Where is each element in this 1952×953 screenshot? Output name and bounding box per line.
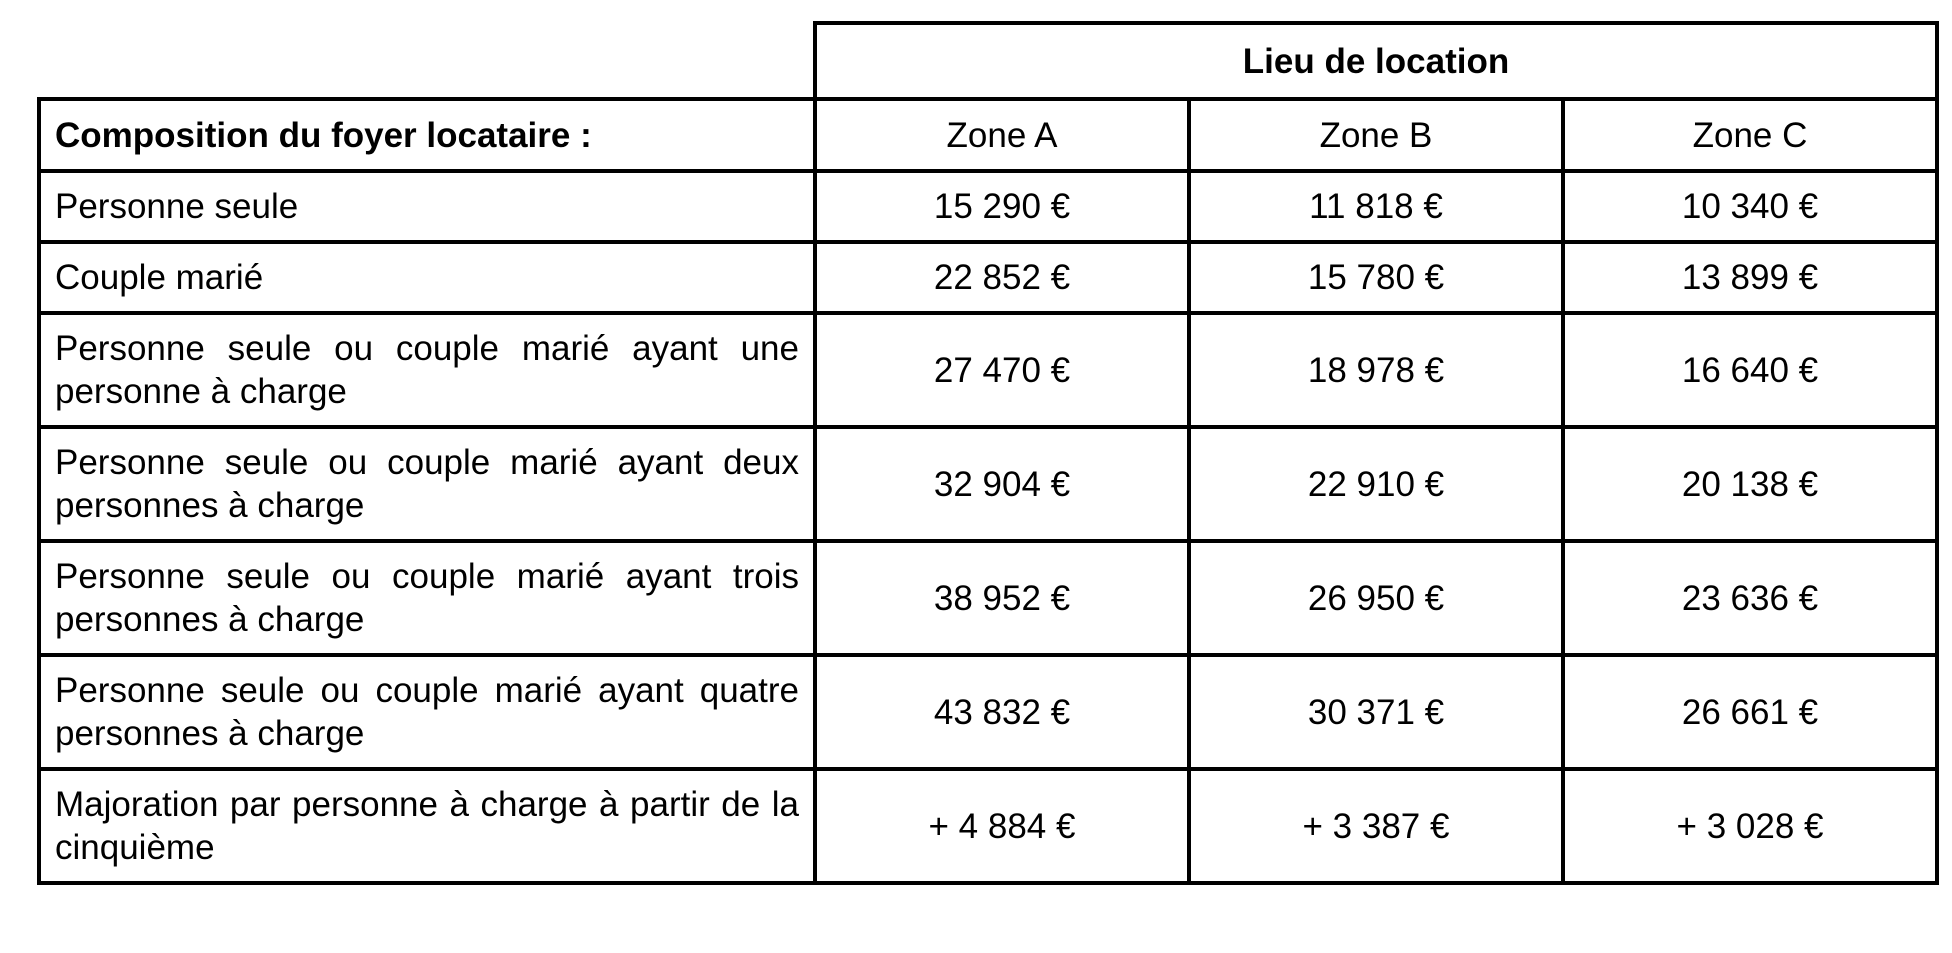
- value-zone-b: 30 371 €: [1189, 655, 1563, 769]
- value-zone-b: 18 978 €: [1189, 313, 1563, 427]
- table-group-header-row: [39, 23, 1937, 99]
- rent-ceiling-table: [37, 21, 1939, 885]
- value-zone-c: 10 340 €: [1563, 171, 1937, 242]
- value-zone-c: 13 899 €: [1563, 242, 1937, 313]
- value-zone-c: 26 661 €: [1563, 655, 1937, 769]
- value-zone-c: + 3 028 €: [1563, 769, 1937, 883]
- column-header-zone-c: Zone C: [1563, 99, 1937, 171]
- value-zone-c: 23 636 €: [1563, 541, 1937, 655]
- table-row: [39, 655, 1937, 769]
- value-zone-a: 32 904 €: [815, 427, 1189, 541]
- row-label: Personne seule ou couple marié ayant deux personnes à charge: [39, 427, 815, 541]
- value-zone-b: 15 780 €: [1189, 242, 1563, 313]
- table-column-header-row: [39, 99, 1937, 171]
- row-label: Personne seule ou couple marié ayant quatre personnes à charge: [39, 655, 815, 769]
- value-zone-a: 43 832 €: [815, 655, 1189, 769]
- row-label: Personne seule ou couple marié ayant une personne à charge: [39, 313, 815, 427]
- value-zone-b: 22 910 €: [1189, 427, 1563, 541]
- table-row: [39, 313, 1937, 427]
- value-zone-a: 38 952 €: [815, 541, 1189, 655]
- value-zone-b: 11 818 €: [1189, 171, 1563, 242]
- column-header-zone-a: Zone A: [815, 99, 1189, 171]
- table-row: [39, 171, 1937, 242]
- row-header-composition: Composition du foyer locataire :: [39, 99, 815, 171]
- value-zone-a: 15 290 €: [815, 171, 1189, 242]
- column-header-zone-b: Zone B: [1189, 99, 1563, 171]
- value-zone-c: 16 640 €: [1563, 313, 1937, 427]
- table-row: [39, 769, 1937, 883]
- value-zone-c: 20 138 €: [1563, 427, 1937, 541]
- value-zone-b: 26 950 €: [1189, 541, 1563, 655]
- empty-corner-cell: [39, 23, 815, 99]
- table-row: [39, 242, 1937, 313]
- table-row: [39, 541, 1937, 655]
- row-label: Personne seule: [39, 171, 815, 242]
- value-zone-a: 22 852 €: [815, 242, 1189, 313]
- row-label: Personne seule ou couple marié ayant trois personnes à charge: [39, 541, 815, 655]
- value-zone-a: + 4 884 €: [815, 769, 1189, 883]
- table-row: [39, 427, 1937, 541]
- row-label: Couple marié: [39, 242, 815, 313]
- value-zone-b: + 3 387 €: [1189, 769, 1563, 883]
- row-label: Majoration par personne à charge à partir de la cinquième: [39, 769, 815, 883]
- value-zone-a: 27 470 €: [815, 313, 1189, 427]
- group-header-lieu-de-location: Lieu de location: [815, 23, 1937, 99]
